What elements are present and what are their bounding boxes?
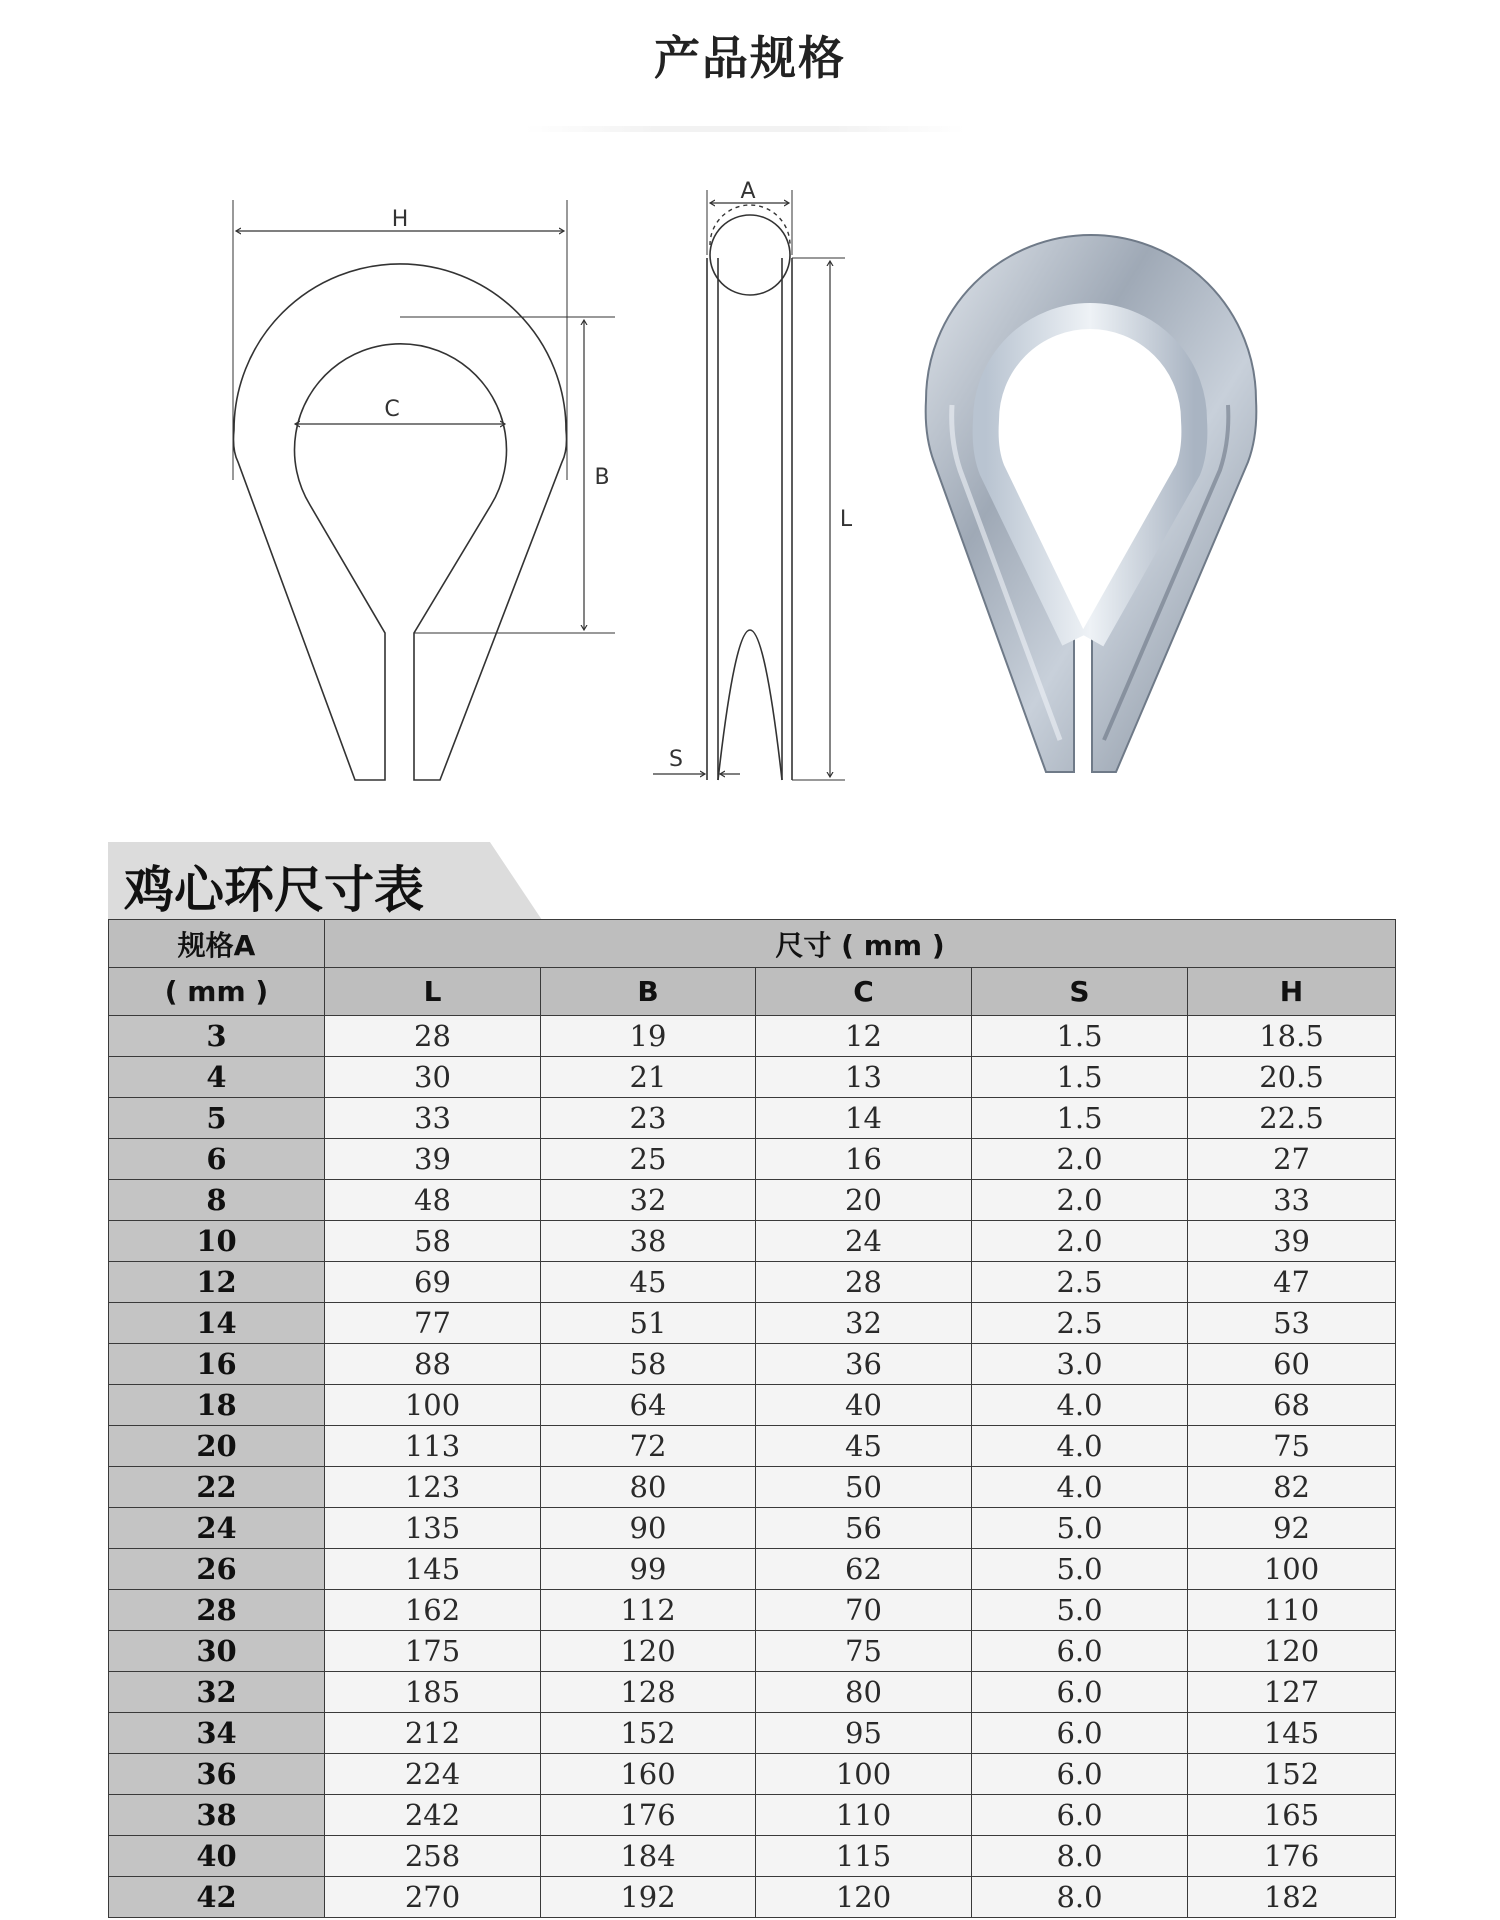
table-row	[109, 1303, 1396, 1344]
table-row	[109, 1590, 1396, 1631]
table-row	[109, 1713, 1396, 1754]
col-header-c: C	[756, 968, 972, 1016]
cell-c: 28	[756, 1262, 972, 1303]
cell-s: 1.5	[972, 1098, 1188, 1139]
cell-s: 2.5	[972, 1262, 1188, 1303]
cell-l: 100	[325, 1385, 541, 1426]
table-row	[109, 1016, 1396, 1057]
cell-c: 45	[756, 1426, 972, 1467]
cell-s: 5.0	[972, 1549, 1188, 1590]
col-header-b: B	[541, 968, 756, 1016]
cell-c: 75	[756, 1631, 972, 1672]
cell-spec-a: 16	[109, 1344, 325, 1385]
cell-h: 176	[1188, 1836, 1396, 1877]
cell-s: 5.0	[972, 1590, 1188, 1631]
cell-spec-a: 40	[109, 1836, 325, 1877]
cell-s: 8.0	[972, 1877, 1188, 1918]
cell-spec-a: 30	[109, 1631, 325, 1672]
label-b: B	[594, 465, 610, 490]
cell-c: 14	[756, 1098, 972, 1139]
cell-spec-a: 4	[109, 1057, 325, 1098]
cell-b: 58	[541, 1344, 756, 1385]
cell-c: 40	[756, 1385, 972, 1426]
cell-s: 2.0	[972, 1139, 1188, 1180]
cell-l: 258	[325, 1836, 541, 1877]
cell-s: 6.0	[972, 1754, 1188, 1795]
cell-l: 224	[325, 1754, 541, 1795]
cell-spec-a: 10	[109, 1221, 325, 1262]
cell-s: 2.0	[972, 1221, 1188, 1262]
table-row	[109, 1098, 1396, 1139]
cell-h: 60	[1188, 1344, 1396, 1385]
table-row	[109, 1180, 1396, 1221]
cell-l: 33	[325, 1098, 541, 1139]
cell-s: 6.0	[972, 1631, 1188, 1672]
cell-c: 50	[756, 1467, 972, 1508]
cell-h: 20.5	[1188, 1057, 1396, 1098]
cell-b: 32	[541, 1180, 756, 1221]
cell-spec-a: 42	[109, 1877, 325, 1918]
cell-l: 30	[325, 1057, 541, 1098]
cell-h: 110	[1188, 1590, 1396, 1631]
table-row	[109, 1754, 1396, 1795]
cell-s: 1.5	[972, 1016, 1188, 1057]
col-header-s: S	[972, 968, 1188, 1016]
group-header: 尺寸 ( mm )	[325, 920, 1396, 968]
table-row	[109, 1221, 1396, 1262]
cell-h: 100	[1188, 1549, 1396, 1590]
side-wire-circle	[710, 215, 790, 295]
label-c: C	[384, 397, 400, 422]
table-row	[109, 1631, 1396, 1672]
cell-h: 47	[1188, 1262, 1396, 1303]
cell-b: 64	[541, 1385, 756, 1426]
label-l: L	[839, 507, 853, 532]
cell-b: 72	[541, 1426, 756, 1467]
cell-l: 185	[325, 1672, 541, 1713]
front-outer-outline	[234, 264, 567, 780]
cell-c: 16	[756, 1139, 972, 1180]
cell-c: 70	[756, 1590, 972, 1631]
cell-b: 19	[541, 1016, 756, 1057]
cell-c: 115	[756, 1836, 972, 1877]
cell-l: 162	[325, 1590, 541, 1631]
cell-spec-a: 5	[109, 1098, 325, 1139]
cell-b: 176	[541, 1795, 756, 1836]
cell-c: 24	[756, 1221, 972, 1262]
cell-s: 4.0	[972, 1467, 1188, 1508]
page-title: 产品规格	[654, 31, 846, 85]
cell-s: 6.0	[972, 1713, 1188, 1754]
cell-l: 123	[325, 1467, 541, 1508]
cell-s: 3.0	[972, 1344, 1188, 1385]
cell-c: 62	[756, 1549, 972, 1590]
cell-b: 128	[541, 1672, 756, 1713]
spec-header-bottom: ( mm )	[109, 968, 325, 1016]
cell-s: 6.0	[972, 1795, 1188, 1836]
cell-c: 32	[756, 1303, 972, 1344]
cell-b: 38	[541, 1221, 756, 1262]
cell-spec-a: 3	[109, 1016, 325, 1057]
cell-s: 4.0	[972, 1385, 1188, 1426]
cell-c: 20	[756, 1180, 972, 1221]
cell-b: 160	[541, 1754, 756, 1795]
cell-l: 69	[325, 1262, 541, 1303]
cell-h: 33	[1188, 1180, 1396, 1221]
dimension-table	[108, 919, 1396, 1918]
cell-s: 2.0	[972, 1180, 1188, 1221]
thimble-diagram	[0, 0, 1500, 820]
cell-c: 13	[756, 1057, 972, 1098]
cell-b: 23	[541, 1098, 756, 1139]
cell-l: 175	[325, 1631, 541, 1672]
cell-spec-a: 18	[109, 1385, 325, 1426]
cell-spec-a: 28	[109, 1590, 325, 1631]
cell-b: 45	[541, 1262, 756, 1303]
cell-l: 145	[325, 1549, 541, 1590]
cell-b: 80	[541, 1467, 756, 1508]
cell-l: 113	[325, 1426, 541, 1467]
table-row	[109, 1467, 1396, 1508]
cell-spec-a: 32	[109, 1672, 325, 1713]
cell-l: 58	[325, 1221, 541, 1262]
cell-l: 242	[325, 1795, 541, 1836]
cell-h: 18.5	[1188, 1016, 1396, 1057]
cell-spec-a: 34	[109, 1713, 325, 1754]
cell-b: 192	[541, 1877, 756, 1918]
cell-l: 212	[325, 1713, 541, 1754]
table-row	[109, 1262, 1396, 1303]
cell-h: 27	[1188, 1139, 1396, 1180]
cell-h: 120	[1188, 1631, 1396, 1672]
cell-l: 135	[325, 1508, 541, 1549]
front-view	[233, 200, 615, 780]
cell-h: 92	[1188, 1508, 1396, 1549]
cell-b: 184	[541, 1836, 756, 1877]
spec-header-top: 规格A	[109, 920, 325, 968]
cell-c: 56	[756, 1508, 972, 1549]
cell-b: 120	[541, 1631, 756, 1672]
cell-c: 12	[756, 1016, 972, 1057]
side-groove-arch	[718, 630, 782, 780]
cell-s: 2.5	[972, 1303, 1188, 1344]
label-h: H	[391, 207, 409, 232]
table-row	[109, 1672, 1396, 1713]
cell-h: 68	[1188, 1385, 1396, 1426]
cell-b: 25	[541, 1139, 756, 1180]
cell-b: 90	[541, 1508, 756, 1549]
cell-c: 100	[756, 1754, 972, 1795]
cell-c: 80	[756, 1672, 972, 1713]
cell-spec-a: 24	[109, 1508, 325, 1549]
cell-b: 21	[541, 1057, 756, 1098]
cell-spec-a: 26	[109, 1549, 325, 1590]
cell-spec-a: 6	[109, 1139, 325, 1180]
cell-l: 88	[325, 1344, 541, 1385]
cell-h: 152	[1188, 1754, 1396, 1795]
cell-b: 152	[541, 1713, 756, 1754]
table-row	[109, 1877, 1396, 1918]
cell-h: 39	[1188, 1221, 1396, 1262]
table-row	[109, 1385, 1396, 1426]
cell-c: 110	[756, 1795, 972, 1836]
cell-spec-a: 12	[109, 1262, 325, 1303]
cell-spec-a: 20	[109, 1426, 325, 1467]
table-row	[109, 1057, 1396, 1098]
cell-s: 6.0	[972, 1672, 1188, 1713]
cell-h: 82	[1188, 1467, 1396, 1508]
cell-spec-a: 38	[109, 1795, 325, 1836]
cell-h: 75	[1188, 1426, 1396, 1467]
table-row	[109, 1836, 1396, 1877]
cell-b: 99	[541, 1549, 756, 1590]
cell-h: 22.5	[1188, 1098, 1396, 1139]
cell-l: 270	[325, 1877, 541, 1918]
cell-h: 165	[1188, 1795, 1396, 1836]
cell-c: 95	[756, 1713, 972, 1754]
cell-h: 145	[1188, 1713, 1396, 1754]
cell-s: 4.0	[972, 1426, 1188, 1467]
galvanized-thimble-photo	[926, 235, 1257, 772]
side-view	[653, 190, 845, 780]
cell-b: 112	[541, 1590, 756, 1631]
cell-c: 120	[756, 1877, 972, 1918]
label-a: A	[740, 179, 756, 204]
cell-spec-a: 22	[109, 1467, 325, 1508]
cell-h: 127	[1188, 1672, 1396, 1713]
table-row	[109, 1344, 1396, 1385]
table-row	[109, 1426, 1396, 1467]
cell-l: 39	[325, 1139, 541, 1180]
label-s: S	[669, 747, 683, 772]
cell-h: 53	[1188, 1303, 1396, 1344]
table-row	[109, 1795, 1396, 1836]
cell-l: 77	[325, 1303, 541, 1344]
col-header-h: H	[1188, 968, 1396, 1016]
cell-l: 48	[325, 1180, 541, 1221]
table-row	[109, 1139, 1396, 1180]
cell-h: 182	[1188, 1877, 1396, 1918]
cell-c: 36	[756, 1344, 972, 1385]
table-body	[109, 1016, 1396, 1918]
cell-spec-a: 8	[109, 1180, 325, 1221]
cell-s: 5.0	[972, 1508, 1188, 1549]
table-row	[109, 1549, 1396, 1590]
cell-spec-a: 14	[109, 1303, 325, 1344]
section-title: 鸡心环尺寸表	[124, 861, 424, 919]
cell-s: 1.5	[972, 1057, 1188, 1098]
cell-b: 51	[541, 1303, 756, 1344]
col-header-l: L	[325, 968, 541, 1016]
cell-spec-a: 36	[109, 1754, 325, 1795]
table-row	[109, 1508, 1396, 1549]
cell-l: 28	[325, 1016, 541, 1057]
cell-s: 8.0	[972, 1836, 1188, 1877]
